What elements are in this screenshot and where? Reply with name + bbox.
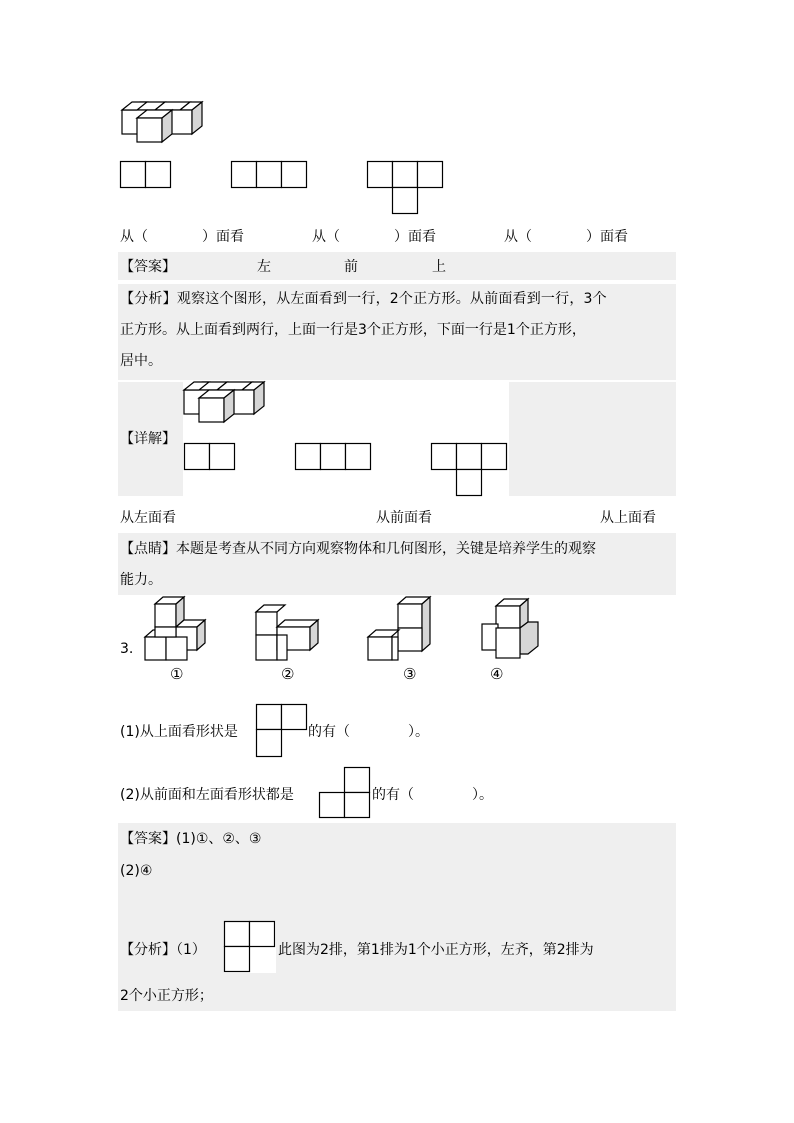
- q2-view-left: [120, 161, 174, 189]
- q2-view-top: [367, 161, 447, 217]
- q3-figure-label-1: ①: [170, 665, 184, 683]
- q2-view-caption-1: 从（ ）面看: [120, 229, 244, 245]
- detail-view-front: [295, 443, 375, 471]
- q2-view-front: [231, 161, 311, 189]
- answer2-block-bg: [118, 823, 676, 1011]
- q3-figure-1: [143, 594, 213, 664]
- q3-analysis-tag: 【分析】（1）: [120, 942, 206, 958]
- q3-figure-label-2: ②: [281, 665, 295, 683]
- q3-figure-2: [254, 594, 324, 664]
- q3-sub1-suffix: 的有（ ）。: [308, 724, 429, 740]
- q2-cube-figure: [118, 100, 208, 145]
- q3-sub1-shape: [256, 704, 310, 760]
- q3-figure-4: [478, 594, 548, 664]
- detail-caption-left: 从左面看: [120, 510, 176, 526]
- q3-figure-3: [366, 594, 436, 664]
- q2-comment-line-1: 【点睛】本题是考查从不同方向观察物体和几何图形，关键是培养学生的观察: [120, 541, 596, 557]
- q3-analysis-shape: [224, 921, 278, 975]
- detail-view-top: [431, 443, 511, 499]
- detail-caption-top: 从上面看: [600, 510, 656, 526]
- q2-detail-tag: 【详解】: [120, 431, 176, 447]
- q2-analysis-line-1: 【分析】观察这个图形，从左面看到一行，2个正方形。从前面看到一行，3个: [120, 291, 607, 307]
- q3-analysis-line-1: 此图为2排，第1排为1个小正方形，左齐，第2排为: [278, 942, 594, 958]
- q3-answer-line-1: 【答案】(1)①、②、③: [120, 831, 262, 847]
- detail-caption-front: 从前面看: [376, 510, 432, 526]
- detail-view-left: [184, 443, 238, 471]
- q3-figure-label-3: ③: [403, 665, 417, 683]
- q3-sub2-prefix: (2)从前面和左面看形状都是: [120, 787, 294, 803]
- q2-answer-left: 左: [257, 259, 271, 275]
- q3-sub2-shape: [319, 767, 373, 823]
- q3-answer-line-2: (2)④: [120, 863, 153, 879]
- q2-analysis-line-2: 正方形。从上面看到两行，上面一行是3个正方形，下面一行是1个正方形，: [120, 322, 586, 338]
- q3-sub1-prefix: (1)从上面看形状是: [120, 724, 238, 740]
- detail-cube-figure: [180, 380, 270, 425]
- q2-comment-line-2: 能力。: [120, 572, 162, 588]
- q3-analysis-line-2: 2个小正方形；: [120, 988, 213, 1004]
- q2-analysis-line-3: 居中。: [120, 353, 162, 369]
- q3-figure-label-4: ④: [490, 665, 504, 683]
- answer-block-bg: [118, 252, 676, 280]
- q2-view-caption-3: 从（ ）面看: [504, 229, 628, 245]
- q2-answer-front: 前: [344, 259, 358, 275]
- q2-view-caption-2: 从（ ）面看: [312, 229, 436, 245]
- q3-sub2-suffix: 的有（ ）。: [372, 787, 493, 803]
- q2-answer-tag: 【答案】: [120, 259, 176, 275]
- q2-answer-top: 上: [432, 259, 446, 275]
- q3-number: 3.: [120, 641, 134, 657]
